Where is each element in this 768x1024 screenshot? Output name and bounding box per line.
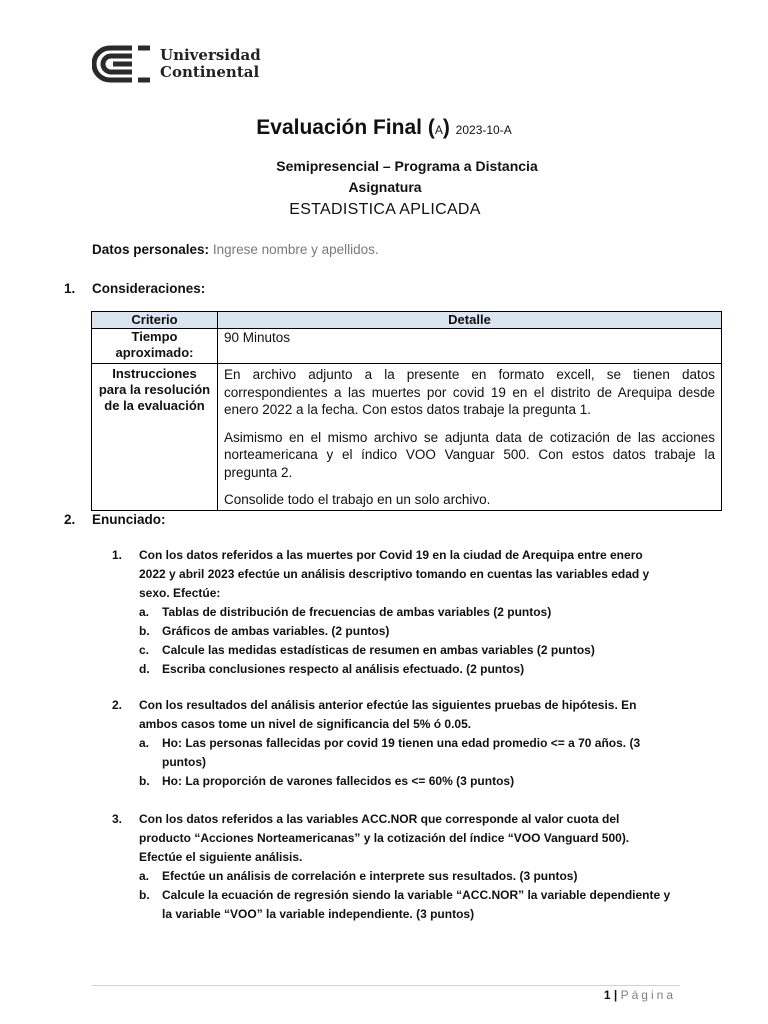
question-3 [112, 810, 672, 924]
item-text: Gráficos de ambas variables. (2 puntos) [162, 624, 390, 638]
question-number: 1. [112, 548, 123, 562]
section2-title: Enunciado: [92, 512, 166, 527]
university-line1: Universidad [160, 46, 261, 64]
question-1 [112, 546, 672, 679]
list-item [139, 886, 672, 924]
section2-number: 2. [64, 512, 76, 527]
page-number: 1 [603, 988, 611, 1002]
header-criterio: Criterio [92, 312, 218, 329]
item-letter: b. [139, 888, 150, 902]
item-letter: b. [139, 774, 150, 788]
detalle-text: Asimismo en el mismo archivo se adjunta data de cotización de las acciones norteamericana y el índico VOO Vanguar 500. Con estos datos trabaje la pregunta 2. [224, 429, 715, 480]
page-word: Página [620, 988, 676, 1002]
item-text: Tablas de distribución de frecuencias de ambas variables (2 puntos) [162, 605, 552, 619]
question-2 [112, 696, 672, 791]
title-suffix: ) [442, 116, 450, 139]
item-text: Calcule las medidas estadísticas de resumen en ambas variables (2 puntos) [162, 643, 595, 657]
footer-divider [92, 985, 680, 986]
page-title [0, 116, 768, 140]
personal-data [92, 242, 379, 257]
modality: Semipresencial – Programa a Distancia [276, 158, 538, 174]
list-item [139, 734, 672, 772]
footer-separator: | [613, 988, 618, 1002]
question-text: Con los datos referidos a las variables ACC.NOR que corresponde al valor cuota del producto “Acciones Norteamericanas” y la cotización del índice “VOO Vanguard 500). Efectúe el siguiente análisis. [139, 812, 630, 864]
detalle-text: 90 Minutos [224, 330, 291, 345]
list-item [139, 622, 672, 641]
list-item [139, 867, 672, 886]
table-row [92, 364, 722, 511]
list-item [139, 772, 672, 791]
question-number: 3. [112, 812, 123, 826]
detalle-cell [218, 329, 722, 364]
university-logo [92, 42, 261, 86]
detalle-text: En archivo adjunto a la presente en formato excell, se tienen datos correspondientes a las muertes por covid 19 en el distrito de Arequipa desde enero 2022 a la fecha. Con estos datos trabaje la pregunta 1. [224, 367, 715, 417]
item-letter: b. [139, 624, 150, 638]
table-row [92, 329, 722, 364]
item-text: Ho: La proporción de varones fallecidos es <= 60% (3 puntos) [162, 774, 515, 788]
question-text: Con los datos referidos a las muertes por Covid 19 en la ciudad de Arequipa entre enero 2022 y abril 2023 efectúe un análisis descriptivo tomando en cuentas las variables edad y sexo. Efectúe: [139, 548, 650, 600]
title-period: 2023-10-A [455, 123, 512, 137]
detalle-cell [218, 364, 722, 511]
course-name: ESTADISTICA APLICADA [289, 201, 481, 218]
section1-title: Consideraciones: [92, 281, 206, 296]
continental-logo-icon [92, 42, 152, 86]
list-item [139, 660, 672, 679]
item-text: Ho: Las personas fallecidas por covid 19 tienen una edad promedio <= a 70 años. (3 puntos) [162, 736, 641, 769]
header-detalle: Detalle [218, 312, 722, 329]
item-letter: d. [139, 662, 150, 676]
item-letter: a. [139, 869, 150, 883]
title-prefix: Evaluación Final ( [256, 116, 435, 139]
university-line2: Continental [160, 63, 260, 81]
university-name [160, 47, 261, 81]
question-number: 2. [112, 698, 123, 712]
section1-number: 1. [64, 281, 76, 296]
page-footer [604, 988, 676, 1002]
item-letter: c. [139, 643, 150, 657]
item-text: Efectúe un análisis de correlación e interprete sus resultados. (3 puntos) [162, 869, 578, 883]
criterio-cell: Tiempo aproximado: [92, 329, 218, 364]
considerations-table [91, 311, 722, 511]
table-header-row [92, 312, 722, 329]
name-input-placeholder[interactable]: Ingrese nombre y apellidos. [212, 242, 379, 257]
title-variant: A [434, 123, 443, 137]
list-item [139, 641, 672, 660]
item-text: Calcule la ecuación de regresión siendo la variable “ACC.NOR” la variable dependiente y la variable “VOO” la variable independiente. (3 puntos) [162, 888, 671, 921]
item-letter: a. [139, 736, 150, 750]
criterio-cell: Instrucciones para la resolución de la evaluación [92, 364, 218, 511]
question-text: Con los resultados del análisis anterior efectúe las siguientes pruebas de hipótesis. En ambos casos tome un nivel de significancia del 5% ó 0.05. [139, 698, 637, 731]
item-text: Escriba conclusiones respecto al análisis efectuado. (2 puntos) [162, 662, 525, 676]
detalle-text: Consolide todo el trabajo en un solo archivo. [224, 492, 491, 507]
list-item [139, 603, 672, 622]
item-letter: a. [139, 605, 150, 619]
personal-label: Datos personales: [92, 242, 210, 257]
subject-label: Asignatura [348, 179, 422, 195]
